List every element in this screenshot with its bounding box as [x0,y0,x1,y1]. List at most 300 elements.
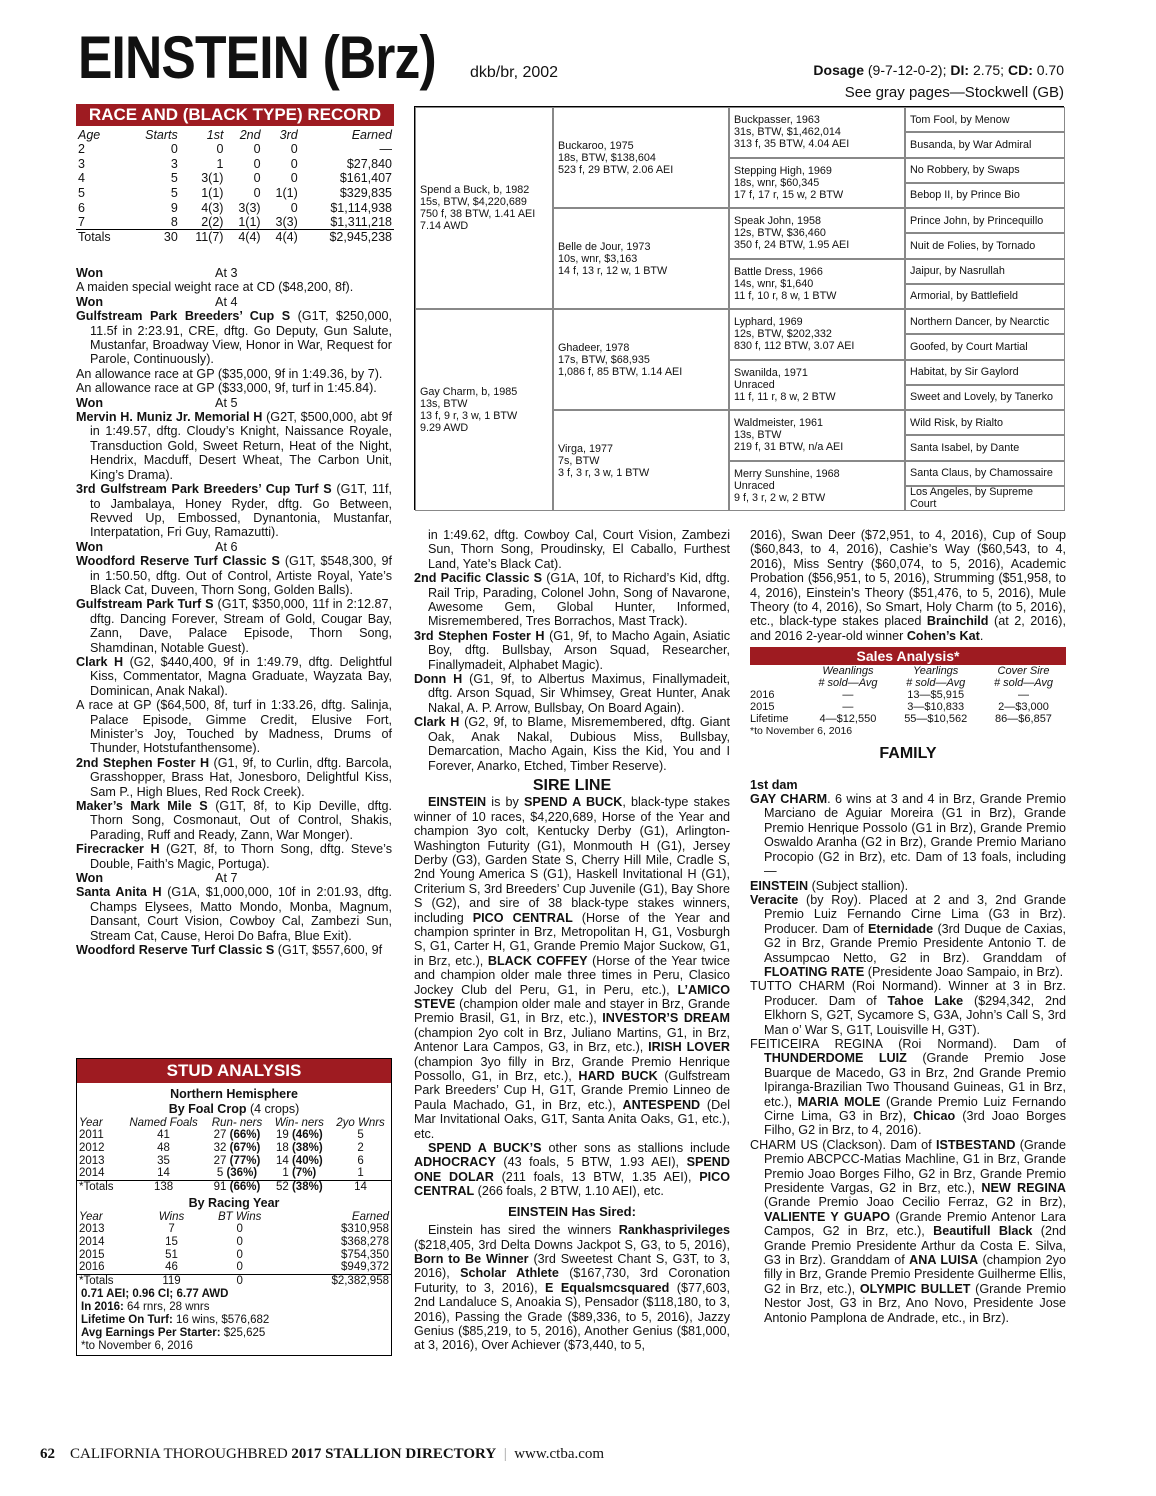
highlighted-name: Eternidade [868,921,934,936]
column-header: Earned [351,128,392,142]
cell: 0 [216,142,224,157]
racing-year-table [77,1211,391,1288]
pedigree-line: Swanilda, 1971 [734,366,808,379]
column-header: Year [79,1117,103,1129]
highlighted-name: SPEND A BUCK’S [428,1141,542,1156]
pedigree-line: 11 f, 10 r, 8 w, 1 BTW [734,289,837,302]
column-header: Run- ners [211,1117,263,1129]
cell: — [842,701,854,714]
highlighted-name: L’AMICO STEVE [414,982,730,1011]
text-span: . [979,628,984,643]
pedigree-gen2 [553,107,729,208]
column-header: Year [79,1210,103,1223]
column-header: Yearlings [913,665,959,678]
page-footer: 62 CALIFORNIA THOROUGHBRED 2017 STALLION DIRECTORY | www.ctba.com [40,1446,605,1462]
pedigree-gen4 [905,107,1065,132]
stallion-name: EINSTEIN (Brz) [78,24,436,91]
pedigree-line: Northern Dancer, by Nearctic [910,315,1050,328]
highlighted-name: Tahoe Lake [887,993,964,1008]
cell: 5 [170,171,178,186]
cell: 3—$10,833 [907,701,965,714]
race-record-title: RACE AND (BLACK TYPE) RECORD [76,104,394,126]
pedigree-line: 219 f, 31 BTW, n/a AEI [734,441,844,454]
column-header: Weanlings [822,665,874,678]
sired-heading: EINSTEIN Has Sired: [508,1203,636,1219]
text-span: other sons as stallions include [541,1141,731,1156]
pedigree-line: Buckaroo, 1975 [558,139,634,152]
cell: 6 [78,200,85,215]
highlighted-name: Rankhasprivileges [618,1223,730,1238]
race-record-table [76,128,394,244]
cell: 14 [330,1181,391,1194]
family-entry [750,792,1066,878]
cell [205,1167,268,1180]
column-header: BT Wins [218,1210,262,1223]
text-span: 2016), Swan Deer ($72,951, to 4, 2016), Cup of Soup ($60,843, to 4, 2016), Cashie’s Way ($60,543, to 4, 2016), Miss Sentry ($60,074, to 5, 2016), Academic Probation ($56,951, to 5, 2016), Strumming ($51,958, to 4, 2016), Einstein’s Theory ($51,476, to 5, 2016), Mule Theory (to 4, 2016), So Smart, Holy Charm (to 5, 2016), etc., black-type stakes placed [750,528,1066,629]
cell: 2—$3,000 [998,701,1049,714]
cell: 2014 [79,1235,105,1248]
hemisphere: Northern Hemisphere [170,1087,298,1101]
family-entry [750,893,1066,979]
pedigree-line: Waldmeister, 1961 [734,417,824,430]
won-heading: Won At 3 [76,266,238,280]
text-span: (Grande Premio Luiz Fernando Cirne Lima, G3 in Brz), [764,1094,1066,1123]
highlighted-name: PICO CENTRAL [472,910,573,925]
pedigree-gen4 [905,259,1065,284]
pedigree-gen3 [729,309,905,360]
race-entry: A maiden special weight race at CD ($48,200, 8f). [76,280,354,295]
pedigree-gen3 [729,259,905,310]
cell: 2014 [79,1167,105,1180]
pedigree-line: Habitat, by Sir Gaylord [910,366,1019,379]
avg-line: Avg Earnings Per Starter: $25,625 [81,1326,266,1339]
table-row [76,157,394,172]
cell-value: 91 [213,1181,230,1194]
cell: 86—$6,857 [995,713,1052,726]
cell: 2013 [79,1222,105,1235]
cell [205,1142,268,1155]
pedigree-gen4 [905,435,1065,460]
race-entry: Mervin H. Muniz Jr. Memorial H (G2T, $500,000, abt 9f in 1:49.57, dftg. Cloudy’s Knight, Naissance Royale, Transduction Gold, Sweet Return, Heat of the Night, Hendrix, Macduff, Desert Wheat, The Carbon Unit, King’s Drama). [76,410,392,482]
race-entry: Santa Anita H (G1A, $1,000,000, 10f in 2:01.93, dftg. Champs Elysees, Matto Mondo, Monba, Magnum, Dansant, Court Vision, Cowboy Cal, Zambezi Sun, Stream Cat, Cause, Heroi Do Bafra, Blue Exit). [76,885,393,943]
cell: 0 [236,1261,243,1274]
text-span: TUTTO CHARM (Roi Normand). Winner at 3 in Brz. Producer. Dam of [750,979,1066,1008]
cell: 0 [290,156,298,171]
header-row [750,677,1066,689]
cell: 0 [170,142,178,157]
cell: $1,114,938 [330,200,392,215]
pedigree-gen3 [729,360,905,411]
pedigree-gen4 [905,208,1065,233]
pedigree-gen3 [729,208,905,259]
cell: *Totals [77,1275,145,1288]
cell: 0 [290,171,298,186]
text-span: (at 2, 2016), and 2016 2-year-old winner [750,614,1067,643]
race-entry: Clark H (G2, $440,400, 9f in 1:49.79, dftg. Delightful Kiss, Commentator, Magna Graduate, Wayzata Bay, Dominican, Anak Nakal). [76,654,392,698]
column-header: Wins [158,1210,185,1223]
race-entry: 3rd Stephen Foster H (G1, 9f, to Macho Again, Asiatic Boy, dftg. Bullsbay, Arson Squad, Researcher, Finallymadeit, Alphabet Magic). [414,628,731,672]
cell-pct: (46%) [291,1129,323,1141]
cell [205,1181,268,1194]
pedigree-line: Stepping High, 1969 [734,164,832,177]
column-header: Named Foals [129,1117,198,1129]
pedigree-line: Armorial, by Battlefield [910,290,1019,303]
pedigree-line: 18s, wnr, $60,345 [734,176,820,189]
cell: 55—$10,562 [904,713,968,726]
sales-title: Sales Analysis* [750,647,1066,665]
cell: 7 [78,215,85,230]
cell-pct: (38%) [291,1181,323,1194]
race-entry: Clark H (G2, 9f, to Blame, Misremembered, dftg. Giant Oak, Anak Nakal, Dubious Miss, Bullsbay, Demarcation, Macho Again, Kiss the Kid, You and I Forever, Anarko, Etched, Timber Reserve). [414,715,730,773]
pedigree-gen4 [905,233,1065,258]
cell: 30 [128,230,180,245]
highlighted-name: IRISH LOVER [648,1040,730,1055]
cell: 0 [253,171,261,186]
cell: $2,382,958 [282,1275,391,1288]
race-entry: 2nd Pacific Classic S (G1A, 10f, to Richard’s Kid, dftg. Rail Trip, Parading, Colonel John, Song of Navarone, Awesome Gem, Global Hunter, Informed, Misremembered, Tres Borrachos, Mast Track). [414,571,730,629]
pedigree-line: 31s, BTW, $1,462,014 [734,126,841,139]
cell-value: 18 [275,1141,292,1154]
pedigree-line: 17s, BTW, $68,935 [558,353,650,366]
highlighted-name: Veracite [750,892,799,907]
highlighted-name: Beautifull Black [933,1224,1033,1239]
pedigree-gen4 [905,309,1065,334]
race-entry: Woodford Reserve Turf Classic S (G1T, $548,300, 9f in 1:50.50, dftg. Out of Control, Artiste Royal, Yate’s Black Cat, Duveen, Thorn Song, Golden Balls). [76,554,392,597]
highlighted-name: SPEND A BUCK [524,795,623,810]
first-dam-label: 1st dam [750,777,798,792]
pedigree-gen4 [905,360,1065,385]
cell: 9 [170,200,178,215]
cell: 0 [198,1275,282,1288]
pedigree-gen3 [729,410,905,461]
foal-crop-heading: By Foal Crop (4 crops) [168,1102,300,1116]
highlighted-name: ANA LUISA [909,1253,979,1268]
highlighted-name: THUNDERDOME LUIZ [764,1051,907,1066]
totals-row [77,1181,391,1194]
pedigree-gen4 [905,385,1065,410]
table-row [76,215,394,230]
table-row [76,200,394,215]
text-span: (Grande Premio Joao Cecilio Ferraz, G2 in Brz), [764,1195,1066,1210]
table-row [76,142,394,157]
highlighted-name: Scholar Athlete [460,1266,559,1281]
turf-line: Lifetime On Turf: 16 wins, $576,682 [81,1313,270,1326]
text-span: (champion 2yo colt in Brz, Juliano Martins, G1, in Brz, Antenor Lara Campos, G3, in Brz, etc.), [414,1025,730,1055]
race-entry: Donn H (G1, 9f, to Albertus Maximus, Finallymadeit, dftg. Arson Squad, Sir Whimsey, Great Hunter, Anak Nakal, A. P. Arrow, Bullsbay, On Board Again). [414,672,730,715]
cell: 0 [253,156,261,171]
dosage-line: Dosage (9-7-12-0-2); DI: 2.75; CD: 0.70 [813,62,1064,78]
cell: 1 [216,156,224,171]
site-link[interactable]: www.ctba.com [514,1446,605,1462]
race-entry: An allowance race at GP ($35,000, 9f in 1:49.36, by 7). [76,366,383,381]
pedigree-dam [415,309,553,511]
pedigree-gen3 [729,107,905,158]
cell: 6 [357,1154,364,1167]
table-row [76,171,394,186]
cell [269,1129,331,1142]
highlighted-name: HARD BUCK [578,1069,658,1084]
cell-pct: (66%) [229,1129,261,1141]
cell: 1(1) [201,186,224,201]
cell: 5 [357,1129,364,1141]
highlighted-name: SPEND ONE DOLAR [414,1155,730,1184]
pedigree-gen4 [905,334,1065,359]
pedigree-line: 3 f, 3 r, 3 w, 1 BTW [558,466,650,479]
text-span: (2nd Grande Premio Presidente Arthur da Costa E. Silva, G3 in Brz). Granddam of [764,1224,1066,1268]
text-span: (211 foals, 13 BTW, 1.35 AEI), [493,1169,700,1184]
pedigree-line: Santa Isabel, by Dante [910,441,1020,454]
pedigree-gen2 [553,410,729,511]
text-span: , black-type stakes winner of 10 races, $4,220,689, Horse of the Year and champion 3yo colt, Kentucky Derby (G1), Arlington-Washington Futurity (G1), Monmouth H (G1), Jersey Derby (G3), Garden State S, Cherry Hill Mile, Cradle S, 2nd Young America S (G1), Haskell Invitational H (G1), Criterium S, 3rd Breeders’ Cup Juvenile (G1), Bay Shore S (G2), and sire of 38 black-type stakes winners, including [414,795,730,925]
text-span: ($294,342, 2nd Elkhorn S, G2T, Sycamore S, G3A, John’s Call S, 3rd Man o’ War S, G1T, Louisville H, G3T). [764,993,1067,1037]
cell: 5 [78,186,85,201]
race-entry: 2nd Stephen Foster H (G1, 9f, to Curlin, dftg. Barcola, Grasshopper, Brass Hat, Jonesboro, Delightful Kiss, Sam P., High Blues, Red Rock Creek). [76,755,392,799]
pedigree-chart [414,106,1064,510]
family-heading: FAMILY [879,745,937,763]
cell: 2015 [79,1248,105,1261]
cell: 4—$12,550 [819,713,877,726]
race-entry: Gulfstream Park Breeders’ Cup S (G1T, $250,000, 11.5f in 2:23.91, CRE, dftg. Go Deputy, Gun Salute, Mustanfar, Broadway View, Honor in War, Request for Parole, Continuously). [76,309,392,367]
cell: 119 [145,1275,197,1288]
text-span: CHARM US (Clackson). Dam of [750,1137,936,1152]
text-span: (3rd Joao Borges Filho, G2 in Brz, to 4, 2016). [764,1109,1066,1138]
highlighted-name: Born to Be Winner [414,1251,529,1266]
highlighted-name: BLACK COFFEY [487,953,588,968]
cell: $310,958 [341,1222,389,1235]
highlighted-name: OLYMPIC BULLET [859,1281,971,1296]
cell: 11(7) [180,230,226,245]
pedigree-line: 7.14 AWD [420,220,469,232]
cell: 13—$5,915 [907,689,965,702]
cell-value: 19 [275,1129,292,1141]
cell: 1 [357,1167,364,1180]
text-span: FEITICEIRA REGINA (Roi Normand). Dam of [750,1036,1066,1051]
cell: 0 [290,142,298,157]
cell: 2(2) [201,215,224,230]
cell: $754,350 [341,1248,389,1261]
family-entry [750,879,1066,893]
column-header: Cover Sire [997,665,1050,678]
cell: 46 [165,1261,178,1274]
cell-value: 14 [275,1154,292,1167]
cell: $27,840 [346,156,392,171]
pedigree-line: 14 f, 13 r, 12 w, 1 BTW [558,264,668,277]
highlighted-name: ISTBESTAND [935,1137,1016,1152]
pedigree-line: 11 f, 11 r, 8 w, 2 BTW [734,390,836,403]
cell-value: 5 [216,1167,227,1180]
cell: 3(3) [275,215,298,230]
pedigree-line: 13 f, 9 r, 3 w, 1 BTW [420,410,518,422]
cell: 2015 [750,701,775,714]
cell: $949,372 [341,1261,389,1274]
header-row [750,665,1066,677]
pedigree-line: 523 f, 29 BTW, 2.06 AEI [558,163,674,176]
pedigree-line: 13s, BTW [420,398,468,410]
pedigree-line: 1,086 f, 85 BTW, 1.14 AEI [558,365,683,378]
family-entry [750,1037,1066,1138]
column-3 [750,528,1066,1325]
column-1 [76,266,392,958]
cell: 4 [78,171,85,186]
cell: 8 [170,215,178,230]
pedigree-gen4 [905,132,1065,157]
text-span: (3rd Duque de Caxias, G2 in Brz, Grande Premio Presidente Antonio T. de Assumpcao Netto, G2 in Brz). Granddam of [764,921,1066,965]
highlighted-name: Brainchild [926,614,989,629]
text-span: (champion 2yo filly in Brz, Grande Premio Presidente Guilherme Ellis, G2 in Brz, etc.), [764,1253,1066,1296]
pedigree-gen2 [553,309,729,410]
highlighted-name: EINSTEIN [428,795,487,810]
table-row [77,1249,391,1262]
stud-note: *to November 6, 2016 [81,1339,193,1352]
cell: 1(1) [238,215,261,230]
cell-pct: (66%) [229,1181,261,1194]
cell-pct: (77%) [229,1154,261,1167]
cell: Lifetime [750,713,789,726]
table-row [77,1261,391,1274]
family-entry [750,979,1066,1037]
pedigree-line: Jaipur, by Nasrullah [910,265,1005,278]
cell-pct: (36%) [226,1167,258,1180]
column-header: 2nd [239,128,261,142]
pedigree-line: Santa Claus, by Chamossaire [910,467,1053,480]
cell: *Totals [77,1181,122,1194]
highlighted-name: VALIENTE Y GUAPO [764,1209,891,1224]
pedigree-line: Sweet and Lovely, by Tanerko [910,391,1054,404]
text-span: (Horse of the Year twice and champion older male three times in Peru, Clasico Jockey Club del Peru, G1, in Peru, etc.), [414,953,731,997]
cell: 51 [165,1248,178,1261]
text-span: (43 foals, 5 BTW, 1.93 AEI), [495,1155,687,1170]
sales-table [750,665,1066,725]
text-span: . 6 wins at 3 and 4 in Brz, Grande Premio Marciano de Aguiar Moreira (G1 in Brz), Grande Premio Henrique Possolo (G1 in Brz), Grande Premio Oswaldo Aranha (G2 in Brz), Grande Premio Mariano Procopio (G2 in Brz), etc. Dam of 13 foals, including— [764,792,1066,879]
text-span: (Grande Premio Jose Buarque de Macedo, G3 in Brz, 2nd Grande Premio Ipiranga-Brazilian Two Thousand Guineas, G1 in Brz, etc.), [764,1051,1066,1109]
family-entry [750,1138,1066,1325]
cell: 0 [253,142,261,157]
cell: — [379,142,392,157]
race-entry: 3rd Gulfstream Park Breeders’ Cup Turf S (G1T, 11f, to Jambalaya, Honey Ryder, dftg. Go Between, Revved Up, Embossed, Dynantonia, Mustanfar, Interpatation, Fri Guy, Ramazutti). [76,482,392,540]
racing-year-heading: By Racing Year [188,1195,280,1210]
pedigree-line: Lyphard, 1969 [734,316,803,329]
highlighted-name: GAY CHARM [750,792,828,807]
pedigree-line: Virga, 1977 [558,442,614,455]
pedigree-line: Gay Charm, b, 1985 [420,386,518,398]
pedigree-line: No Robbery, by Swaps [910,164,1020,177]
text-span: is by [486,795,525,810]
column-header [750,665,805,677]
pedigree-line: Prince John, by Princequillo [910,214,1044,227]
text-span: (Presidente Joao Sampaio, in Brz). [864,964,1064,979]
cell: 3(3) [238,200,261,215]
text-span: (266 foals, 2 BTW, 1.10 AEI), etc. [474,1184,664,1199]
cell: 138 [122,1181,206,1194]
cell: 2 [78,142,85,157]
pedigree-line: Busanda, by War Admiral [910,138,1032,151]
highlighted-name: MARIA MOLE [797,1094,881,1109]
cell-value: 27 [213,1154,230,1167]
column-header: Starts [145,128,178,142]
text-span: (Grande Premio Nestor Jost, G3 in Brz, Ano Novo, Presidente Jose Antonio Pamplona de Andrade, etc., in Brz). [764,1281,1066,1325]
cell: 2011 [79,1129,104,1141]
column-header: Earned [351,1210,389,1223]
pedigree-line: Buckpasser, 1963 [734,114,820,127]
cell: $368,278 [341,1235,389,1248]
cell: 0 [290,200,298,215]
sire-paragraph [414,1141,730,1199]
cell-pct: (38%) [291,1141,323,1154]
pedigree-gen3 [729,158,905,209]
cell-value: 52 [275,1181,292,1194]
table-row [77,1155,391,1168]
cell-pct: (40%) [291,1154,323,1167]
pedigree-line: 15s, BTW, $4,220,689 [420,196,527,208]
pedigree-line: Wild Risk, by Rialto [910,416,1003,429]
cell: 3 [170,156,178,171]
cell: 48 [157,1141,170,1154]
cell [269,1181,331,1194]
text-span: (champion older male and stayer in Brz, Grande Premio Brasil, G1, in Brz, etc.), [414,997,730,1026]
won-heading: Won At 6 [76,539,238,554]
table-row [77,1236,391,1249]
text-span: (Grande Premio Antenor Lara Campos, G2 in Brz, etc.), [764,1209,1066,1239]
pedigree-line: Goofed, by Court Martial [910,340,1028,353]
pedigree-line: Battle Dress, 1966 [734,265,823,278]
highlighted-name: ADHOCRACY [414,1155,496,1170]
highlighted-name: EINSTEIN [750,878,809,893]
pedigree-line: Unraced [734,479,775,492]
column-2 [414,528,730,1353]
cell: — [842,689,854,702]
stud-analysis-title: STUD ANALYSIS [77,1059,391,1083]
cell: 15 [165,1235,178,1248]
cell-value: 1 [282,1167,292,1180]
pedigree-line: Speak John, 1958 [734,215,822,228]
race-entry: A race at GP ($64,500, 8f, turf in 1:33.26, dftg. Salinja, Palace Episode, Gimme Credit, Elusive Fort, Minister’s Joy, Touched by Madness, Drums of Thunder, Hotstufanthensome). [76,698,392,756]
pedigree-line: 12s, BTW, $36,460 [734,227,826,240]
cell [205,1155,268,1168]
sales-analysis [750,647,1066,737]
column-header: # sold—Avg [818,677,878,690]
cell: $329,835 [339,186,392,201]
pedigree-line: 7s, BTW [558,454,600,467]
cell [269,1167,331,1180]
totals-row [77,1275,391,1288]
race-entry: Maker’s Mark Mile S (G1T, 8f, to Kip Deville, dftg. Thorn Song, Cosmonaut, Out of Control, Shakis, Parading, Ruff and Ready, Zann, War Monger). [76,799,392,842]
pedigree-gen4 [905,158,1065,183]
sired-paragraph-cont [750,528,1066,643]
pedigree-line: 18s, BTW, $138,604 [558,151,656,164]
text-span: Einstein has sired the winners [428,1223,619,1238]
cell: 3 [78,156,85,171]
race-entry: Woodford Reserve Turf Classic S (G1T, $557,600, 9f [76,943,383,958]
text-span: (champion 3yo filly in Brz, Grande Premio Henrique Possollo, G1, in Brz, etc.), [414,1054,730,1084]
table-row [77,1223,391,1236]
highlighted-name: NEW REGINA [981,1181,1067,1196]
table-row [750,701,1066,713]
gray-pages-note: See gray pages—Stockwell (GB) [844,84,1064,101]
table-row [77,1167,391,1180]
text-span: (Grande Premio ABCPCC-Matias Machline, G1 in Brz, Grande Premio Joao Borges Filho, G2 in Brz, Grande Premio Presidente Vargas, G2 in Brz, etc.), [764,1137,1066,1196]
pedigree-line: 350 f, 24 BTW, 1.95 AEI [734,239,850,252]
cell [269,1155,331,1168]
text-span: ($77,603, 2nd Landaluce S, Anoakia S), Pensador ($118,180, to 3, 2016), Passing the Grade ($89,336, to 5, 2016), Jazzy Genius ($85,219, to 5, 2016), Another Genius ($81,000, at 3, 2016), Over Achiever ($73,440, to 5, [414,1280,730,1353]
text-span: (by Roy). Placed at 2 and 3, 2nd Grande Premio Luiz Fernando Cirne Lima (G3 in Brz). Producer. Dam of [764,892,1066,936]
cell: 1(1) [275,186,298,201]
race-entry: Gulfstream Park Turf S (G1T, $350,000, 11f in 2:12.87, dftg. Dancing Forever, Stream of Gold, Cougar Bay, Zann, Dave, Palace Episode, Thorn Song, Shamdinan, Notable Guest). [76,597,392,655]
cell: $2,945,238 [300,230,394,245]
table-row [750,713,1066,725]
aei-line: 0.71 AEI; 0.96 CI; 6.77 AWD [81,1287,229,1300]
pedigree-line: 10s, wnr, $3,163 [558,252,638,265]
cell: $161,407 [339,171,392,186]
